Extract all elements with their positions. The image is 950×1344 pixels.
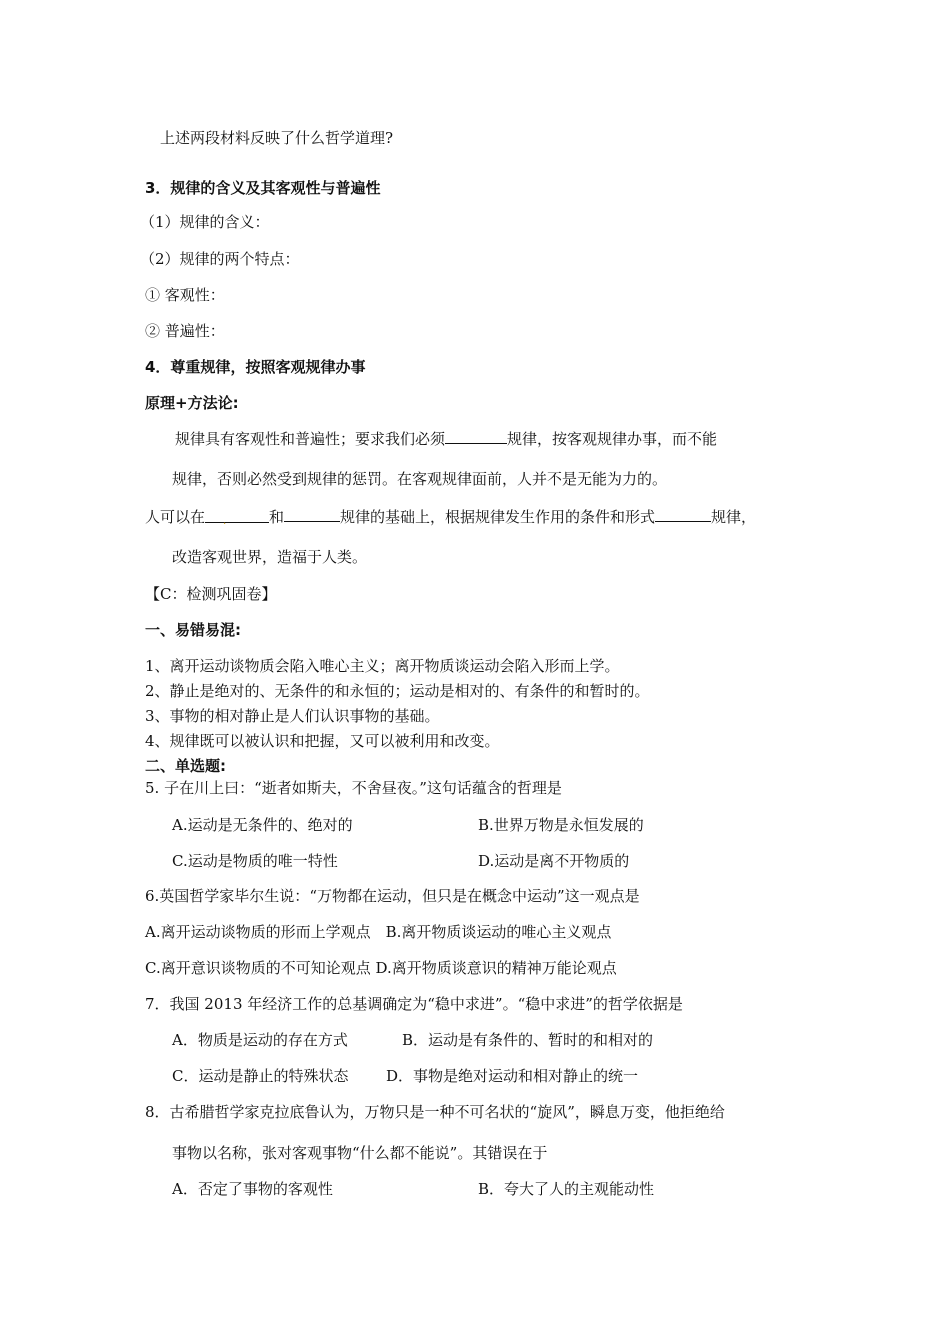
q6-stem: 6.英国哲学家毕尔生说：“万物都在运动，但只是在概念中运动”这一观点是: [145, 887, 640, 905]
part-1-item-1: 1、离开运动谈物质会陷入唯心主义；离开物质谈运动会陷入形而上学。: [145, 657, 620, 675]
q8-stem-line-1: 8．古希腊哲学家克拉底鲁认为，万物只是一种不可名状的“旋风”，瞬息万变，他拒绝给: [145, 1103, 725, 1121]
q7-stem: 7．我国 2013 年经济工作的总基调确定为“稳中求进”。“稳中求进”的哲学依据是: [145, 995, 683, 1013]
line-3-text-c: 规律的基础上，根据规律发生作用的条件和形式: [340, 508, 656, 526]
question-intro: 上述两段材料反映了什么哲学道理?: [160, 129, 394, 147]
section-4-line-4: 改造客观世界，造福于人类。: [172, 548, 368, 566]
section-3-item-1: （1）规律的含义：: [140, 213, 270, 231]
part-1-title: 一、易错易混:: [145, 621, 241, 639]
line-1-text-b: 规律，按客观规律办事，而不能: [507, 430, 718, 448]
fill-blank-2[interactable]: .: [205, 507, 269, 523]
part-1-item-4: 4、规律既可以被认识和把握，又可以被利用和改变。: [145, 732, 500, 750]
q6-options-cd[interactable]: C.离开意识谈物质的不可知论观点 D.离开物质谈意识的精神万能论观点: [145, 959, 617, 977]
line-3-text-d: 规律，: [711, 508, 757, 526]
q8-stem-line-2: 事物以名称，张对客观事物“什么都不能说”。其错误在于: [172, 1144, 548, 1162]
part-c-heading: 【C：检测巩固卷】: [145, 585, 277, 603]
q8-option-a[interactable]: A．否定了事物的客观性: [172, 1180, 333, 1198]
q7-option-c[interactable]: C．运动是静止的特殊状态: [172, 1067, 349, 1085]
section-4-line-3: [145, 506, 756, 527]
q7-option-a[interactable]: A．物质是运动的存在方式: [172, 1031, 348, 1049]
section-3-point-1: ① 客观性：: [145, 286, 225, 304]
section-4-line-2: 规律，否则必然受到规律的惩罚。在客观规律面前，人并不是无能为力的。: [172, 470, 668, 488]
part-2-title: 二、单选题:: [145, 757, 226, 775]
part-1-item-3: 3、事物的相对静止是人们认识事物的基础。: [145, 707, 440, 725]
fill-blank-1[interactable]: [445, 428, 507, 444]
q7-option-b[interactable]: B．运动是有条件的、暂时的和相对的: [402, 1031, 654, 1049]
section-3-title: 3．规律的含义及其客观性与普遍性: [145, 179, 381, 197]
line-3-text-a: 人可以在: [145, 508, 206, 526]
section-4-title: 4．尊重规律，按照客观规律办事: [145, 358, 366, 376]
section-4-line-1: [175, 428, 717, 449]
q7-option-d[interactable]: D．事物是绝对运动和相对静止的统一: [386, 1067, 639, 1085]
q5-option-b[interactable]: B.世界万物是永恒发展的: [478, 816, 644, 834]
line-1-text-a: 规律具有客观性和普遍性；要求我们必须: [175, 430, 446, 448]
q8-option-b[interactable]: B．夸大了人的主观能动性: [478, 1180, 655, 1198]
part-1-item-2: 2、静止是绝对的、无条件的和永恒的；运动是相对的、有条件的和暂时的。: [145, 682, 650, 700]
section-3-item-2: （2）规律的两个特点：: [140, 250, 300, 268]
fill-blank-3[interactable]: [284, 506, 340, 522]
q5-option-a[interactable]: A.运动是无条件的、绝对的: [172, 816, 353, 834]
q5-option-c[interactable]: C.运动是物质的唯一特性: [172, 852, 338, 870]
q5-option-d[interactable]: D.运动是离不开物质的: [478, 852, 630, 870]
fill-blank-4[interactable]: [655, 506, 711, 522]
section-4-subtitle: 原理+方法论:: [145, 394, 239, 412]
q5-stem: 5. 子在川上曰：“逝者如斯夫，不舍昼夜。”这句话蕴含的哲理是: [145, 779, 562, 797]
q6-options-ab[interactable]: A.离开运动谈物质的形而上学观点 B.离开物质谈运动的唯心主义观点: [145, 923, 612, 941]
line-3-text-b: 和: [269, 508, 285, 526]
section-3-point-2: ② 普遍性：: [145, 322, 225, 340]
